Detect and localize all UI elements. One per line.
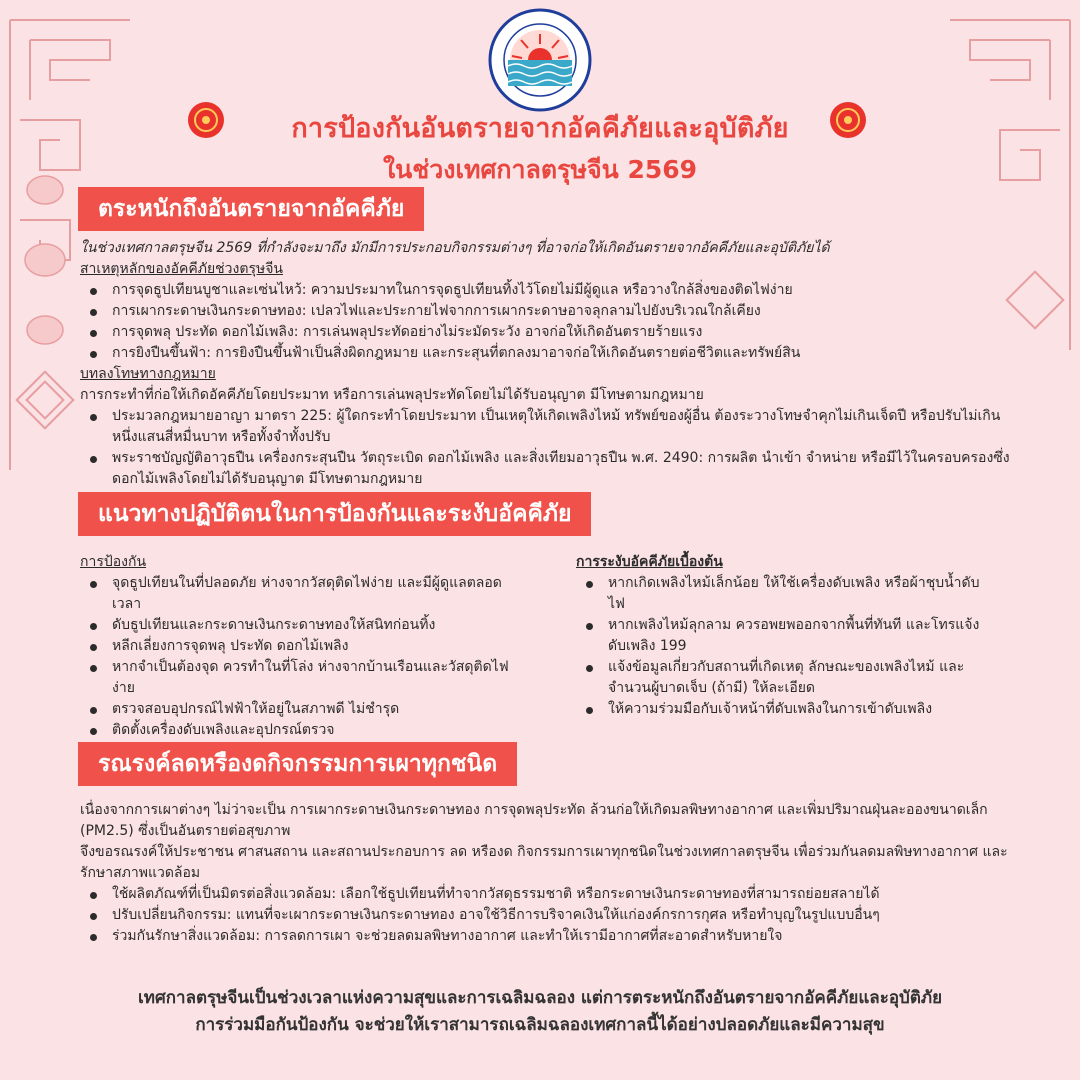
section1-heading: ตระหนักถึงอันตรายจากอัคคีภัย — [78, 187, 424, 231]
section3-list — [80, 884, 1010, 947]
penalty-list — [80, 406, 1010, 490]
list-item: ดับธูปเทียนและกระดาษเงินกระดาษทองให้สนิทก่อนทิ้ง — [112, 615, 510, 636]
causes-title: สาเหตุหลักของอัคคีภัยช่วงตรุษจีน — [80, 261, 283, 277]
list-item: การยิงปืนขึ้นฟ้า: การยิงปืนขึ้นฟ้าเป็นสิ่งผิดกฎหมาย และกระสุนที่ตกลงมาอาจก่อให้เกิดอันตรายต่อชีวิตและทรัพย์สิน — [112, 343, 1010, 364]
municipality-logo — [488, 8, 592, 112]
penalty-intro: การกระทำที่ก่อให้เกิดอัคคีภัยโดยประมาท หรือการเล่นพลุประทัดโดยไม่ได้รับอนุญาต มีโทษตามกฎหมาย — [80, 387, 704, 403]
section3-heading: รณรงค์ลดหรืองดกิจกรรมการเผาทุกชนิด — [78, 742, 517, 786]
list-item: การจุดธูปเทียนบูชาและเซ่นไหว้: ความประมาทในการจุดธูปเทียนทิ้งไว้โดยไม่มีผู้ดูแล หรือวางใกล้สิ่งของติดไฟง่าย — [112, 280, 1010, 301]
list-item: ประมวลกฎหมายอาญา มาตรา 225: ผู้ใดกระทำโดยประมาท เป็นเหตุให้เกิดเพลิงไหม้ ทรัพย์ของผู้อื่น ต้องระวางโทษจำคุกไม่เกินเจ็ดปี หรือปรับไม่เกินหนึ่งแสนสี่หมื่นบาท หรือทั้งจำทั้งปรับ — [112, 406, 1010, 448]
section1-body — [80, 238, 1010, 490]
list-item: ใช้ผลิตภัณฑ์ที่เป็นมิตรต่อสิ่งแวดล้อม: เลือกใช้ธูปเทียนที่ทำจากวัสดุธรรมชาติ หรือกระดาษเงินกระดาษทองที่สามารถย่อยสลายได้ — [112, 884, 1010, 905]
footer-line1: เทศกาลตรุษจีนเป็นช่วงเวลาแห่งความสุขและการเฉลิมฉลอง แต่การตระหนักถึงอันตรายจากอัคคีภัยและอุบัติภัย — [137, 988, 943, 1008]
list-item: การเผากระดาษเงินกระดาษทอง: เปลวไฟและประกายไฟจากการเผากระดาษอาจลุกลามไปยังบริเวณใกล้เคียง — [112, 301, 1010, 322]
list-item: พระราชบัญญัติอาวุธปืน เครื่องกระสุนปืน วัตถุระเบิด ดอกไม้เพลิง และสิ่งเทียมอาวุธปืน พ.ศ. 2490: การผลิต นำเข้า จำหน่าย หรือมีไว้ในครอบครองซึ่งดอกไม้เพลิงโดยไม่ได้รับอนุญาต มีโทษตามกฎหมาย — [112, 448, 1010, 490]
list-item: ให้ความร่วมมือกับเจ้าหน้าที่ดับเพลิงในการเข้าดับเพลิง — [608, 699, 996, 720]
section3-body — [80, 800, 1010, 947]
list-item: จุดธูปเทียนในที่ปลอดภัย ห่างจากวัสดุติดไฟง่าย และมีผู้ดูแลตลอดเวลา — [112, 573, 510, 615]
list-item: การจุดพลุ ประทัด ดอกไม้เพลิง: การเล่นพลุประทัดอย่างไม่ระมัดระวัง อาจก่อให้เกิดอันตรายร้ายแรง — [112, 322, 1010, 343]
causes-list — [80, 280, 1010, 364]
section2-heading: แนวทางปฏิบัติตนในการป้องกันและระงับอัคคีภัย — [78, 492, 591, 536]
list-item: หากจำเป็นต้องจุด ควรทำในที่โล่ง ห่างจากบ้านเรือนและวัสดุติดไฟง่าย — [112, 657, 510, 699]
penalty-title: บทลงโทษทางกฎหมาย — [80, 366, 216, 382]
list-item: ติดตั้งเครื่องดับเพลิงและอุปกรณ์ตรวจ — [112, 720, 510, 741]
list-item: ร่วมกันรักษาสิ่งแวดล้อม: การลดการเผา จะช่วยลดมลพิษทางอากาศ และทำให้เรามีอากาศที่สะอาดสำหรับหายใจ — [112, 926, 1010, 947]
page-title: การป้องกันอันตรายจากอัคคีภัยและอุบัติภัย — [291, 113, 789, 144]
section1-intro: ในช่วงเทศกาลตรุษจีน 2569 ที่กำลังจะมาถึง มักมีการประกอบกิจกรรมต่างๆ ที่อาจก่อให้เกิดอันตรายจากอัคคีภัยและอุบัติภัยได้ — [80, 240, 830, 256]
suppress-list — [576, 573, 996, 720]
list-item: หากเกิดเพลิงไหม้เล็กน้อย ให้ใช้เครื่องดับเพลิง หรือผ้าชุบน้ำดับไฟ — [608, 573, 996, 615]
list-item: หากเพลิงไหม้ลุกลาม ควรอพยพออกจากพื้นที่ทันที และโทรแจ้งดับเพลิง 199 — [608, 615, 996, 657]
suppress-title: การระงับอัคคีภัยเบื้องต้น — [576, 554, 723, 570]
prevent-list — [80, 573, 510, 741]
footer-line2: การร่วมมือกันป้องกัน จะช่วยให้เราสามารถเฉลิมฉลองเทศกาลนี้ได้อย่างปลอดภัยและมีความสุข — [195, 1015, 885, 1035]
list-item: หลีกเลี่ยงการจุดพลุ ประทัด ดอกไม้เพลิง — [112, 636, 510, 657]
list-item: ปรับเปลี่ยนกิจกรรม: แทนที่จะเผากระดาษเงินกระดาษทอง อาจใช้วิธีการบริจาคเงินให้แก่องค์กรการกุศล หรือทำบุญในรูปแบบอื่นๆ — [112, 905, 1010, 926]
suppress-column — [576, 552, 996, 720]
section3-para1: เนื่องจากการเผาต่างๆ ไม่ว่าจะเป็น การเผากระดาษเงินกระดาษทอง การจุดพลุประทัด ล้วนก่อให้เกิดมลพิษทางอากาศ และเพิ่มปริมาณฝุ่นละอองขนาดเล็ก (PM2.5) ซึ่งเป็นอันตรายต่อสุขภาพ — [80, 802, 988, 839]
list-item: ตรวจสอบอุปกรณ์ไฟฟ้าให้อยู่ในสภาพดี ไม่ชำรุด — [112, 699, 510, 720]
section3-para2: จึงขอรณรงค์ให้ประชาชน ศาสนสถาน และสถานประกอบการ ลด หรืองด กิจกรรมการเผาทุกชนิดในช่วงเทศกาลตรุษจีน เพื่อร่วมกันลดมลพิษทางอากาศ และรักษาสภาพแวดล้อม — [80, 844, 1008, 881]
list-item: แจ้งข้อมูลเกี่ยวกับสถานที่เกิดเหตุ ลักษณะของเพลิงไหม้ และจำนวนผู้บาดเจ็บ (ถ้ามี) ให้ละเอียด — [608, 657, 996, 699]
prevent-column — [80, 552, 510, 741]
footer — [0, 985, 1080, 1039]
prevent-title: การป้องกัน — [80, 554, 147, 570]
page-subtitle: ในช่วงเทศกาลตรุษจีน 2569 — [382, 155, 698, 184]
